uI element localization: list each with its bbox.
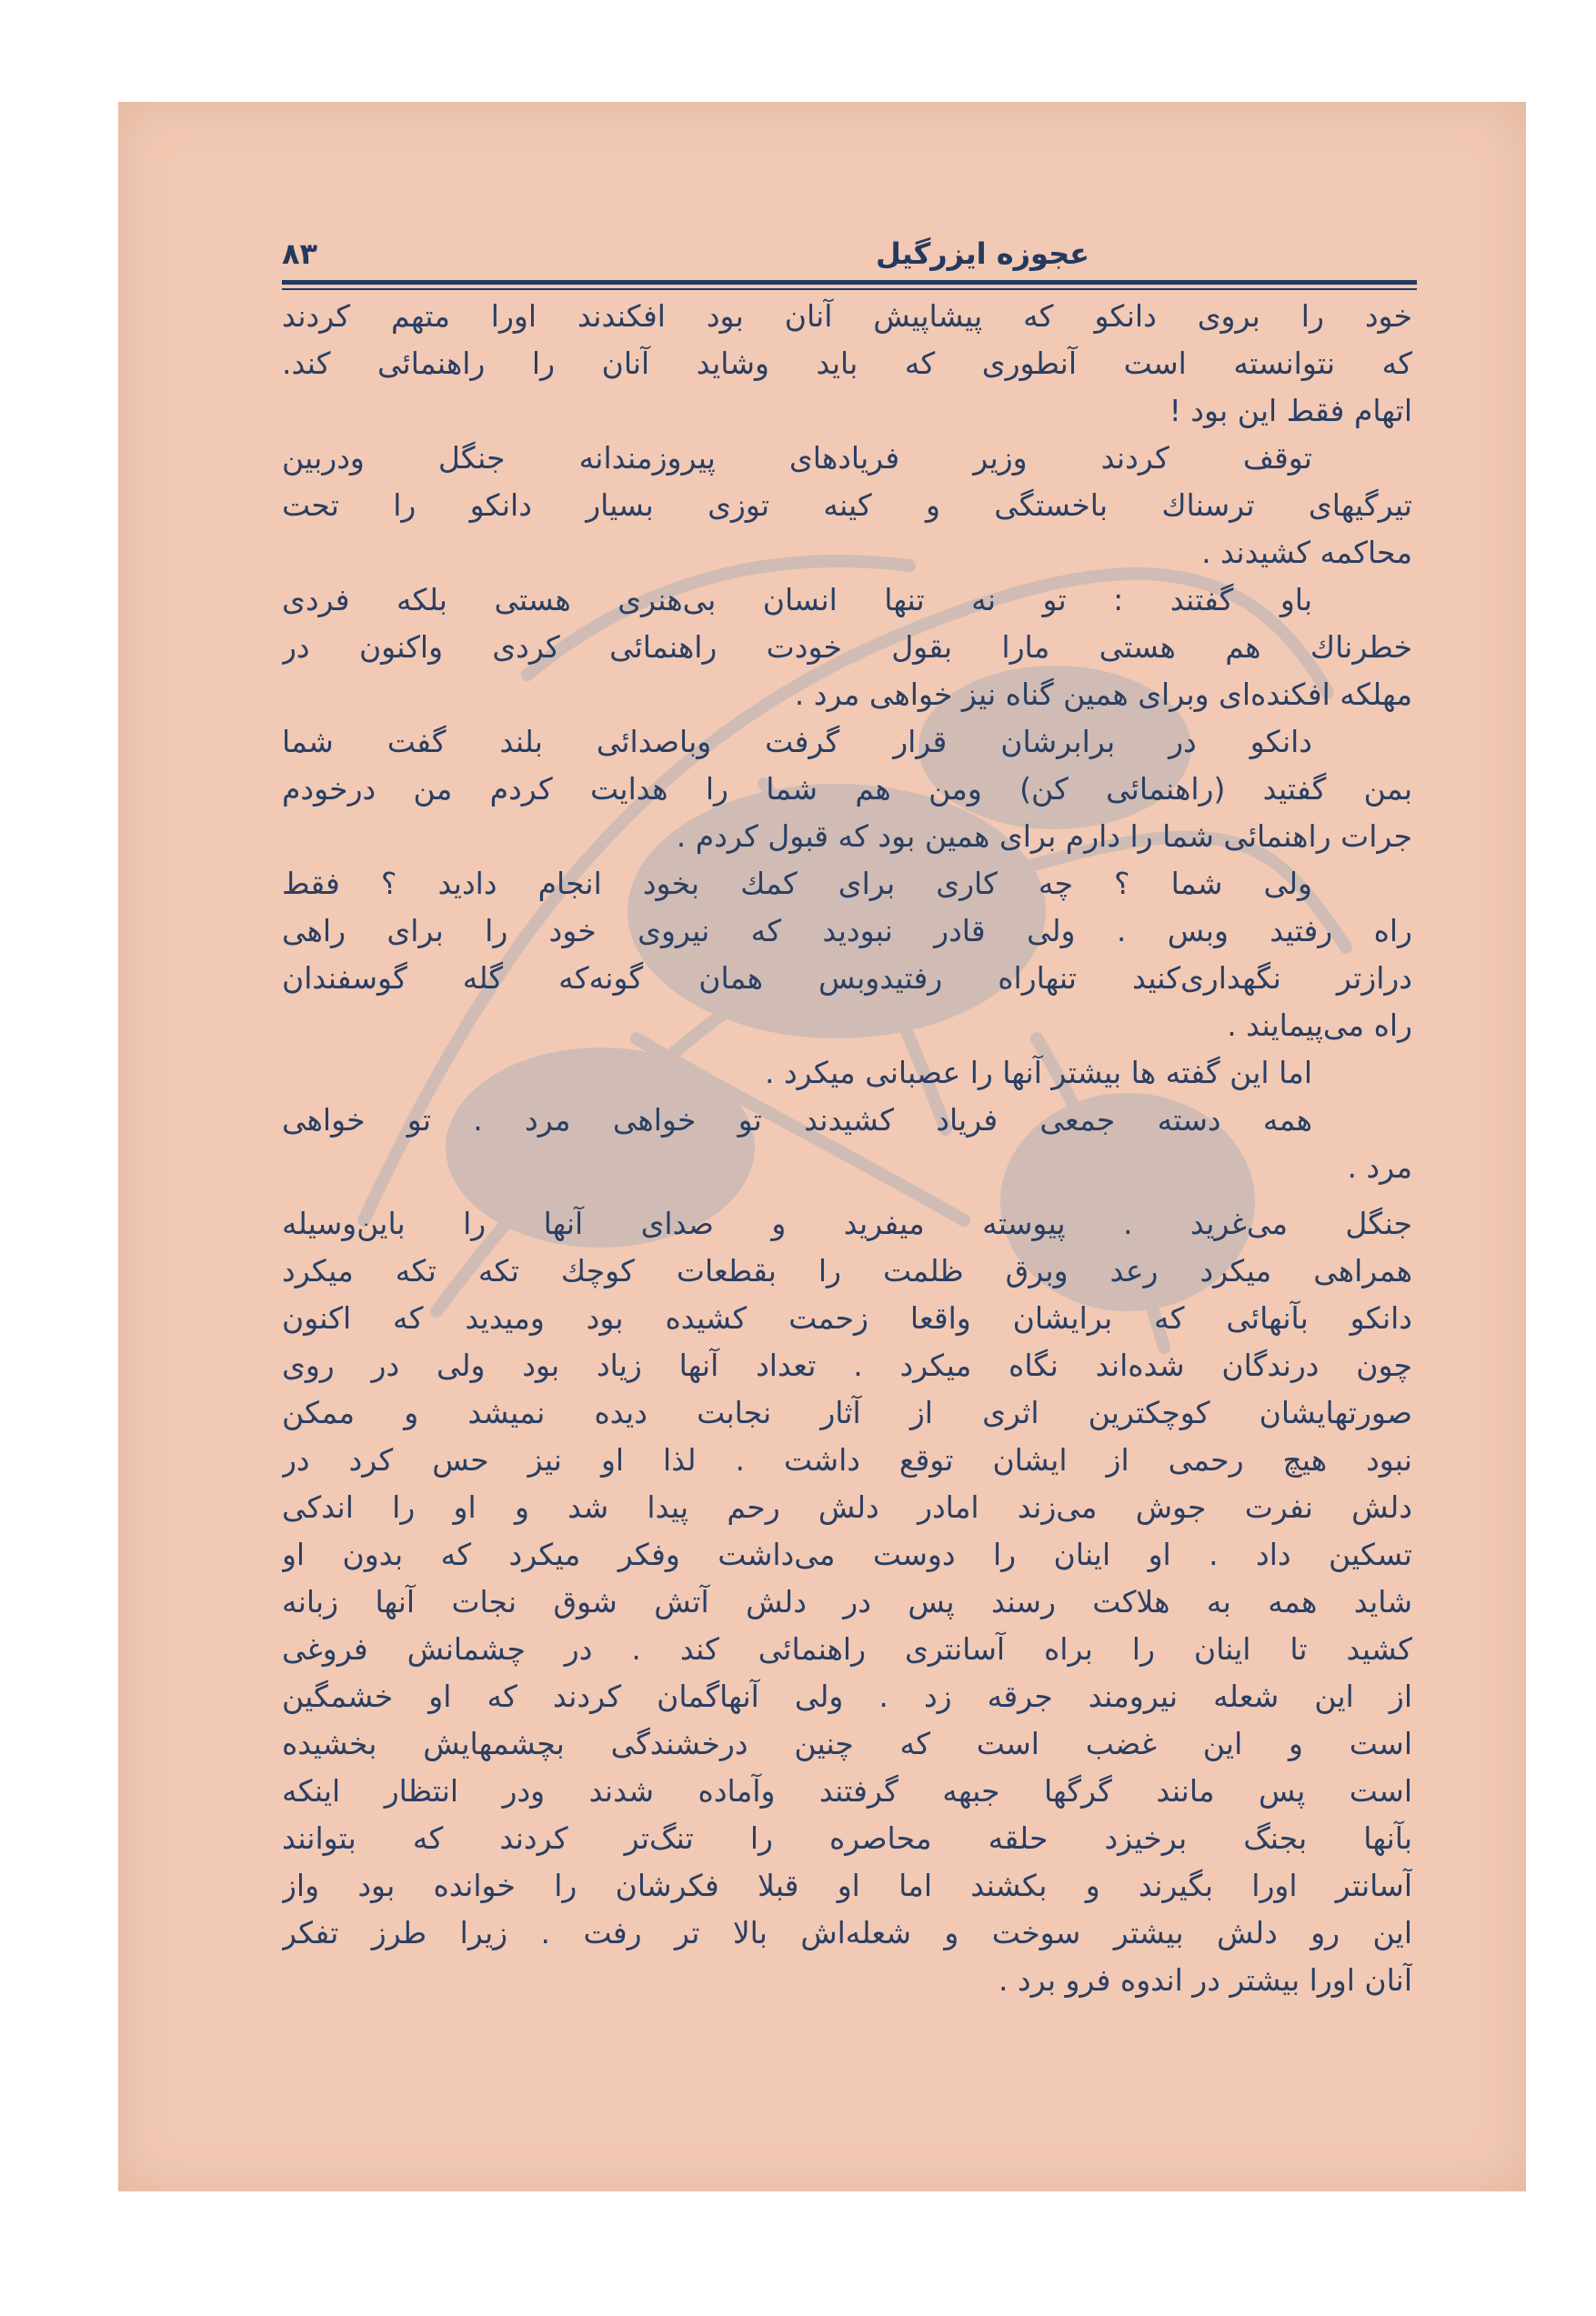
text-line: ولی شما ؟ چه کاری برای کمك بخود انجام دادید ؟ فقط bbox=[282, 866, 1312, 901]
text-line: آسانتر اورا بگیرند و بکشند اما او قبلا فکرشان را خوانده بود واز bbox=[282, 1868, 1412, 1903]
text-line: راه رفتید وبس . ولی قادر نبودید که نیروی خود را برای راهی bbox=[282, 913, 1412, 948]
text-line: بآنها بجنگ برخیزد حلقه محاصره را تنگ‌تر کردند که بتوانند bbox=[282, 1820, 1412, 1856]
text-line: همه دسته جمعی فریاد کشیدند تو خواهی مرد . تو خواهی bbox=[282, 1102, 1312, 1138]
text-line: تیرگیهای ترسناك باخستگی و کینه توزی بسیار دانکو را تحت bbox=[282, 487, 1412, 523]
text-line: مرد . bbox=[1347, 1149, 1412, 1185]
text-line: درازتر نگهداری‌کنید تنهاراه رفتیدوبس همان گونه‌که گله گوسفندان bbox=[282, 960, 1412, 996]
text-line: خود را بروی دانکو که پیشاپیش آنان بود افکندند اورا متهم کردند bbox=[282, 298, 1412, 334]
text-line: چون درندگان شده‌اند نگاه میکرد . تعداد آنها زیاد بود ولی در روی bbox=[282, 1348, 1412, 1383]
header-rule-thick bbox=[282, 280, 1417, 285]
text-line: جنگل می‌غرید . پیوسته میفرید و صدای آنها را باین‌وسیله bbox=[282, 1206, 1412, 1241]
text-line: که نتوانسته است آنطوری که باید وشاید آنان را راهنمائی کند. bbox=[282, 346, 1412, 381]
text-line: بمن گفتید (راهنمائی کن) ومن هم شما را هدایت کردم من درخودم bbox=[282, 771, 1412, 807]
page-header bbox=[282, 229, 1417, 284]
text-line: راه می‌پیمایند . bbox=[1227, 1008, 1412, 1043]
text-line: کشید تا اینان را براه آسانتری راهنمائی کند . در چشمانش فروغی bbox=[282, 1631, 1412, 1667]
text-line: دلش نفرت جوش می‌زند امادر دلش رحم پیدا شد و او را اندکی bbox=[282, 1489, 1412, 1525]
text-line: از این شعله نیرومند جرقه زد . ولی آنهاگمان کردند که او خشمگین bbox=[282, 1679, 1412, 1714]
text-line: اما این گفته ها بیشتر آنها را عصبانی میکرد . bbox=[764, 1055, 1312, 1090]
text-line: دانکو بآنهائی که برایشان واقعا زحمت کشیده بود ومیدید که اکنون bbox=[282, 1300, 1412, 1336]
page-number: ۸۳ bbox=[282, 236, 318, 271]
text-line: خطرناك هم هستی مارا بقول خودت راهنمائی کردی واکنون در bbox=[282, 629, 1412, 665]
text-line: همراهی میکرد رعد وبرق ظلمت را بقطعات کوچك تکه تکه میکرد bbox=[282, 1253, 1412, 1288]
text-line: باو گفتند : تو نه تنها انسان بی‌هنری هستی بلکه فردی bbox=[282, 582, 1312, 617]
text-line: مهلکه افکنده‌ای وبرای همین گناه نیز خواهی مرد . bbox=[794, 677, 1412, 712]
text-line: تسکین داد . او اینان را دوست می‌داشت وفکر میکرد که بدون او bbox=[282, 1537, 1412, 1572]
text-line: آنان اورا بیشتر در اندوه فرو برد . bbox=[998, 1962, 1412, 1998]
body-text bbox=[282, 293, 1412, 2004]
text-line: این رو دلش بیشتر سوخت و شعله‌اش بالا تر رفت . زیرا طرز تفکر bbox=[282, 1915, 1412, 1950]
running-title: عجوزه ایزرگیل bbox=[876, 236, 1089, 271]
text-line: محاکمه کشیدند . bbox=[1201, 535, 1412, 570]
text-line: است پس مانند گرگها جبهه گرفتند وآماده شدند ودر انتظار اینکه bbox=[282, 1773, 1412, 1809]
text-line: صورتهایشان کوچکترین اثری از آثار نجابت دیده نمیشد و ممکن bbox=[282, 1395, 1412, 1430]
text-line: است و این غضب است که چنین درخشندگی بچشمهایش بخشیده bbox=[282, 1726, 1412, 1761]
text-line: توقف کردند وزیر فریادهای پیروزمندانه جنگل ودربین bbox=[282, 440, 1312, 476]
text-line: جرات راهنمائی شما را دارم برای همین بود که قبول کردم . bbox=[676, 818, 1412, 854]
text-line: شاید همه به هلاکت رسند پس در دلش آتش شوق نجات آنها زبانه bbox=[282, 1584, 1412, 1619]
paragraph-gap bbox=[282, 1191, 1412, 1200]
text-line: دانکو در برابرشان قرار گرفت وباصدائی بلند گفت شما bbox=[282, 724, 1312, 759]
book-page bbox=[118, 102, 1526, 2191]
text-line: اتهام فقط این بود ! bbox=[1169, 393, 1412, 428]
text-line: نبود هیچ رحمی از ایشان توقع داشت . لذا او نیز حس کرد در bbox=[282, 1442, 1412, 1478]
header-rule-thin bbox=[282, 288, 1417, 290]
